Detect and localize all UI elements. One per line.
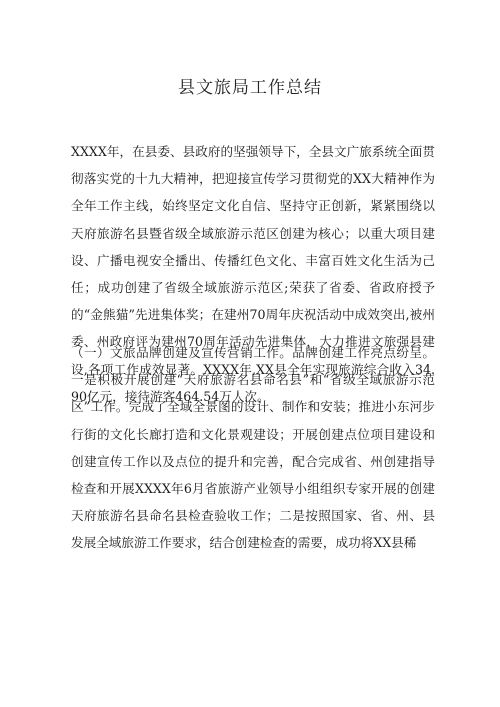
document-title: 县文旅局工作总结 xyxy=(178,78,322,98)
document-paragraph-intro: XXXX年，在县委、县政府的坚强领导下，全县文广旅系统全面贯彻落实党的十九大精神，把迎接宣传学习贯彻党的XX大精神作为全年工作主线，始终坚定文化自信、坚持守正创新，紧紧围绕以天府旅游名县暨省级全域旅游示范区创建为核心；以重大项目建设、广播电视安全播出、传播红色文化、丰富百姓文化生活为己任；成功创建了省级全域旅游示范区;荣获了省委、省政府授予的“金熊猫”先进集体奖；在建州70周年庆祝活动中成效突出,被州委、州政府评为建州70周年活动先进集体，大力推进文旅强县建设,各项工作成效显著。XXXX年,XX县全年实现旅游综合收入34.90亿元，接待游客464.54万人次。 xyxy=(71,144,435,404)
document-paragraph-section-1: （一）文旅品牌创建及宣传营销工作。品牌创建工作亮点纷呈。一是积极开展创建“天府旅游名县命名县”和“省级全域旅游示范区”工作。完成了全域全景图的设计、制作和安装；推进小东河步行街的文化长廊打造和文化景观建设；开展创建点位项目建设和创建宣传工作以及点位的提升和完善，配合完成省、州创建指导检查和开展XXXX年6月省旅游产业领导小组组织专家开展的创建天府旅游名县命名县检查验收工作；二是按照国家、省、州、县发展全域旅游工作要求，结合创建检查的需要，成功将XX县稀 xyxy=(71,345,435,551)
